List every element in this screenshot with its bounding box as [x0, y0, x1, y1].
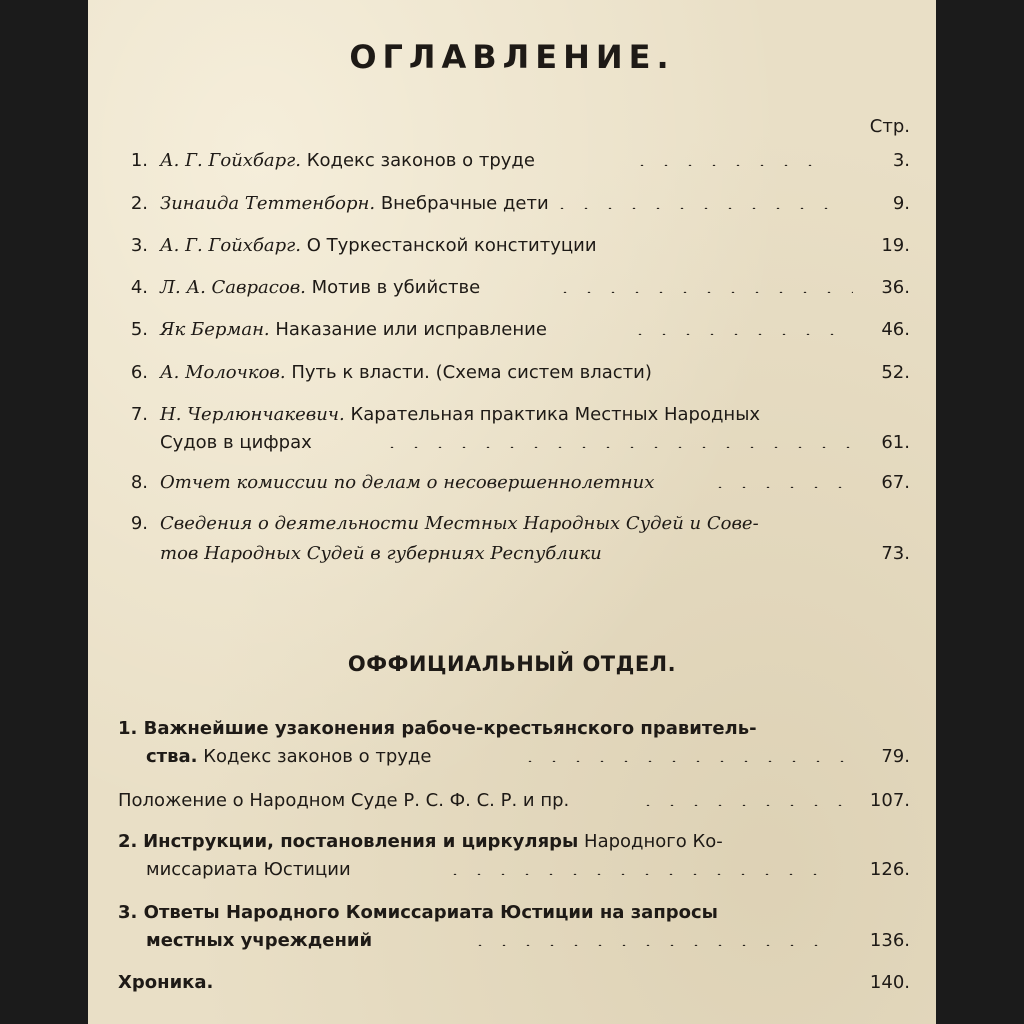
- leader-dots: [468, 944, 838, 946]
- entry-number: 2.: [118, 831, 138, 852]
- entry-page: 79.: [881, 746, 910, 767]
- entry-number: 8.: [130, 472, 148, 493]
- entry-title: Путь к власти. (Схема систем власти): [291, 362, 652, 383]
- entry-author: А. Молочков.: [160, 362, 286, 383]
- page-column-label: Стр.: [869, 116, 910, 137]
- entry-author: А. Г. Гойхбарг.: [160, 150, 301, 171]
- entry-page: 9.: [892, 193, 910, 214]
- entry-page: 73.: [881, 543, 910, 564]
- entry-page: 52.: [881, 362, 910, 383]
- entry-title-continued: местных учреждений: [146, 930, 373, 951]
- entry-number: 9.: [130, 513, 148, 534]
- entry-number: 2.: [130, 193, 148, 214]
- entry-page: 3.: [892, 150, 910, 171]
- entry-page: 126.: [869, 859, 910, 880]
- entry-number: 1.: [118, 718, 138, 739]
- entry-page: 19.: [881, 235, 910, 256]
- entry-title-continued: тов Народных Судей в губерниях Республики: [160, 543, 602, 564]
- entry-page: 67.: [881, 472, 910, 493]
- entry-number: 3.: [118, 902, 138, 923]
- entry-page: 46.: [881, 319, 910, 340]
- entry-title: Важнейшие узаконения рабоче-крестьянского правитель-: [143, 718, 757, 739]
- entry-author: Як Берман.: [160, 319, 270, 340]
- entry-title: Сведения о деятельности Местных Народных Судей и Сове-: [160, 513, 759, 534]
- entry-title-continued: Судов в цифрах: [160, 432, 312, 453]
- leader-dots: [553, 291, 853, 293]
- entry-number: 7.: [130, 404, 148, 425]
- entry-number: 3.: [130, 235, 148, 256]
- entry-subtitle: Кодекс законов о труде: [203, 746, 432, 767]
- leader-dots: [380, 446, 870, 448]
- entry-author: Л. А. Саврасов.: [160, 277, 306, 298]
- entry-title: Отчет комиссии по делам о несовершеннолетних: [160, 472, 655, 493]
- entry-page: 140.: [869, 972, 910, 993]
- entry-title: Ответы Народного Комиссариата Юстиции на запросы: [143, 902, 718, 923]
- entry-title: Кодекс законов о труде: [306, 150, 535, 171]
- entry-number: 5.: [130, 319, 148, 340]
- entry-title: Положение о Народном Суде Р. С. Ф. С. Р. и пр.: [118, 790, 570, 811]
- leader-dots: [708, 486, 858, 488]
- entry-page: 136.: [869, 930, 910, 951]
- entry-number: 4.: [130, 277, 148, 298]
- entry-number: 1.: [130, 150, 148, 171]
- leader-dots: [628, 333, 848, 335]
- entry-title: О Туркестанской конституции: [306, 235, 597, 256]
- leader-dots: [550, 207, 840, 209]
- entry-author: Зинаида Теттенборн.: [160, 193, 376, 214]
- page-title: ОГЛАВЛЕНИЕ.: [349, 38, 675, 76]
- entry-title: Карательная практика Местных Народных: [350, 404, 761, 425]
- leader-dots: [636, 804, 844, 806]
- entry-title: Внебрачные дети: [380, 193, 549, 214]
- entry-page: 61.: [881, 432, 910, 453]
- entry-title: Инструкции, постановления и циркуляры: [143, 831, 579, 852]
- entry-title-rest: Народного Ко-: [584, 831, 723, 852]
- leader-dots: [630, 164, 820, 166]
- entry-author: Н. Черлюнчакевич.: [160, 404, 345, 425]
- section-title: ОФФИЦИАЛЬНЫЙ ОТДЕЛ.: [347, 652, 677, 676]
- leader-dots: [518, 760, 848, 762]
- leader-dots: [443, 873, 833, 875]
- entry-title: Хроника.: [118, 972, 214, 993]
- entry-title-continued: ства.: [146, 746, 198, 767]
- entry-title: Мотив в убийстве: [311, 277, 481, 298]
- entry-author: А. Г. Гойхбарг.: [160, 235, 301, 256]
- entry-title: Наказание или исправление: [275, 319, 547, 340]
- entry-title-continued: миссариата Юстиции: [146, 859, 351, 880]
- entry-number: 6.: [130, 362, 148, 383]
- entry-page: 107.: [869, 790, 910, 811]
- book-page: [88, 0, 936, 1024]
- entry-page: 36.: [881, 277, 910, 298]
